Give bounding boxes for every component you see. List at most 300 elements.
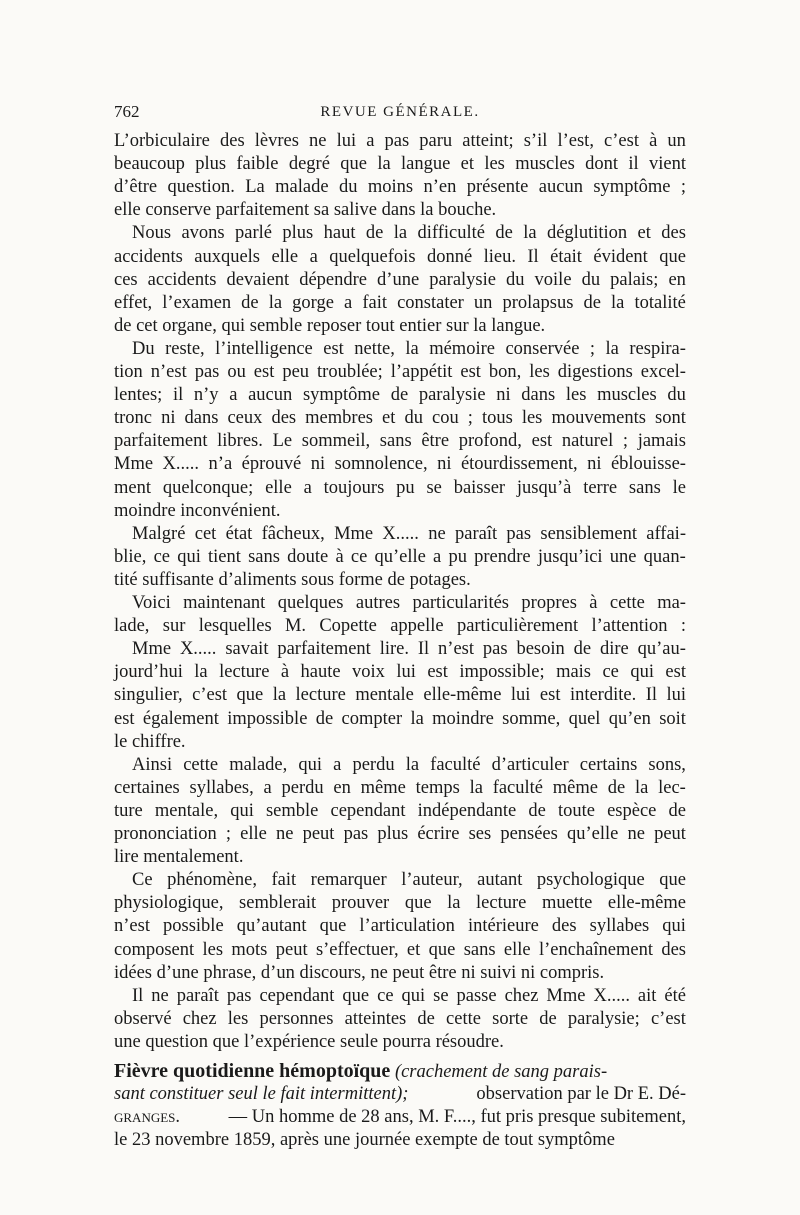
- word: présente: [466, 177, 529, 198]
- word: plus: [282, 223, 314, 244]
- word: elle-même: [607, 893, 686, 914]
- word: état: [225, 523, 253, 544]
- word: prolapsus: [502, 292, 574, 313]
- word: beaucoup: [114, 154, 185, 175]
- word: peu: [282, 362, 310, 382]
- word: de: [365, 223, 384, 244]
- word: en: [333, 777, 351, 798]
- word: phénomène,: [167, 870, 257, 891]
- word: l’examen: [162, 292, 232, 313]
- word: M.: [284, 616, 307, 637]
- word: Ce: [132, 870, 153, 891]
- journal-title: REVUE GÉNÉRALE.: [320, 104, 480, 120]
- word: paralysie: [429, 269, 496, 290]
- word: ne: [151, 985, 169, 1006]
- word: ces: [114, 269, 138, 290]
- word: qui: [177, 546, 201, 567]
- word: voile: [534, 269, 572, 290]
- word: perdu: [352, 754, 395, 775]
- word: à: [649, 131, 658, 151]
- word: X.....: [162, 454, 200, 475]
- section-subtitle-end: sant constituer seul le fait intermittent);: [114, 1084, 409, 1104]
- word: pas: [194, 362, 220, 382]
- word: tronc: [114, 408, 153, 429]
- word: l’intelligence: [215, 338, 313, 359]
- text-line: [114, 777, 686, 799]
- word: qui: [401, 985, 426, 1006]
- word: palais;: [610, 269, 659, 290]
- word: elle: [503, 939, 531, 960]
- word: des: [661, 939, 686, 960]
- word: sans: [463, 939, 496, 960]
- word: éprouvé: [241, 454, 302, 475]
- word: sorte: [492, 1008, 529, 1029]
- word: d’être: [114, 177, 158, 198]
- word: ce: [602, 662, 619, 683]
- word: ment: [114, 477, 151, 498]
- word: composent: [114, 939, 195, 960]
- text-line: [114, 708, 686, 730]
- word: est: [427, 662, 448, 683]
- text-line: le chiffre.: [114, 731, 186, 752]
- word: autant: [477, 870, 523, 891]
- word: chez: [504, 985, 539, 1006]
- word: observé: [114, 1008, 172, 1029]
- word: jusqu’à: [516, 477, 572, 498]
- word: parfaitement: [114, 431, 208, 452]
- word: est: [531, 431, 553, 452]
- text-line: [114, 985, 686, 1007]
- word: qui: [662, 916, 686, 937]
- word: donné: [426, 246, 473, 267]
- word: aucun: [248, 385, 293, 406]
- word: X.....: [382, 523, 419, 544]
- word: atteint;: [462, 131, 514, 151]
- text-line: [114, 546, 686, 568]
- word: qui: [630, 662, 654, 683]
- word: qu’au-: [637, 639, 686, 660]
- word: accidents: [114, 246, 183, 267]
- word: n’y: [193, 385, 219, 406]
- word: même: [552, 777, 598, 798]
- word: membres: [305, 408, 373, 429]
- word: lecture: [476, 893, 527, 914]
- word: ture: [114, 800, 143, 821]
- word: ;: [467, 408, 473, 429]
- word: elle: [265, 477, 292, 498]
- word: ait: [637, 985, 657, 1006]
- word: c’est: [192, 685, 228, 706]
- word: temps: [415, 777, 460, 798]
- word: se: [433, 985, 449, 1006]
- word: paru: [419, 131, 453, 151]
- word: que: [659, 246, 686, 267]
- word: ses: [468, 824, 492, 844]
- word: à: [280, 662, 290, 683]
- word: est: [253, 362, 275, 382]
- word: la: [611, 292, 625, 313]
- word: parlé: [235, 223, 272, 244]
- text-line: lire mentalement.: [114, 847, 244, 868]
- word: ce: [350, 546, 368, 567]
- word: de: [573, 639, 592, 660]
- word: ni: [310, 454, 326, 475]
- word: Voici: [132, 593, 171, 613]
- text-line: [114, 361, 686, 383]
- word: singulier,: [114, 685, 183, 706]
- word: nette,: [354, 338, 395, 359]
- word: blie,: [114, 546, 147, 567]
- word: perdu: [281, 777, 324, 798]
- word: psychologique: [536, 870, 645, 891]
- section-line-4: [114, 1129, 686, 1151]
- text-line: [114, 477, 686, 499]
- word: cou: [431, 408, 459, 429]
- word: libres.: [217, 431, 263, 452]
- section-line-3-text: — Un homme de 28 ans, M. F...., fut pris presque subitement,: [228, 1107, 686, 1127]
- word: passe: [456, 985, 497, 1006]
- word: que: [319, 916, 347, 937]
- word: elle: [240, 824, 267, 844]
- word: Il: [527, 246, 539, 267]
- word: Mme: [114, 454, 154, 475]
- section-subtitle-start: (crachement de sang parais-: [394, 1062, 608, 1082]
- word: haut: [323, 223, 356, 244]
- word: mentale: [355, 685, 414, 706]
- word: de: [528, 800, 546, 821]
- word: été: [664, 985, 686, 1006]
- word: L’orbiculaire: [114, 131, 210, 151]
- word: qu’elle: [566, 824, 619, 844]
- word: Mme: [334, 523, 374, 544]
- word: il: [628, 154, 639, 175]
- word: semble: [265, 800, 319, 821]
- word: qu’autant: [236, 916, 307, 937]
- word: que: [342, 985, 370, 1006]
- word: évident: [593, 246, 648, 267]
- word: toujours: [323, 477, 385, 498]
- word: X.....: [593, 985, 630, 1006]
- word: il: [172, 385, 184, 406]
- word: lire.: [379, 639, 409, 660]
- word: syllabes,: [189, 777, 254, 798]
- word: de: [495, 223, 513, 244]
- word: sans: [628, 477, 661, 498]
- word: Nous: [132, 223, 172, 244]
- word: ni: [587, 454, 602, 475]
- word: impossible;: [459, 662, 545, 683]
- word: déglutition: [546, 223, 628, 244]
- word: les: [202, 939, 224, 960]
- word: mais: [556, 662, 592, 683]
- word: a: [433, 546, 442, 567]
- word: un: [667, 131, 686, 151]
- word: ne: [428, 523, 446, 544]
- word: se: [426, 477, 442, 498]
- word: d’une: [377, 269, 420, 290]
- text-line: [114, 222, 686, 244]
- text-line: [114, 384, 686, 406]
- word: paralysie;: [567, 1008, 640, 1029]
- word: s’effectuer,: [315, 939, 399, 960]
- word: X.....: [179, 639, 217, 660]
- word: même: [360, 777, 406, 798]
- word: Copette: [319, 616, 377, 637]
- word: ma-: [657, 593, 686, 613]
- word: cependant: [330, 800, 406, 821]
- word: l’enchaînement: [538, 939, 653, 960]
- word: pu: [396, 477, 415, 498]
- word: peut: [302, 824, 335, 844]
- word: peut: [275, 939, 308, 960]
- word: dont: [585, 154, 619, 175]
- word: symptôme: [302, 385, 381, 406]
- word: prendre: [474, 546, 531, 567]
- word: que: [428, 939, 456, 960]
- word: :: [680, 616, 686, 637]
- word: Mme: [546, 985, 586, 1006]
- word: Le: [272, 431, 293, 452]
- word: intérieure: [467, 916, 539, 937]
- word: ce: [153, 546, 170, 567]
- word: baisser: [453, 477, 506, 498]
- word: compter: [341, 708, 403, 729]
- word: l’auteur,: [401, 870, 463, 891]
- word: somnolence,: [334, 454, 428, 475]
- text-line: [114, 869, 686, 891]
- text-line: [114, 153, 686, 175]
- text-line: [114, 592, 686, 614]
- word: c’est: [650, 1008, 686, 1029]
- section-attribution: observation par le Dr E. Dé-: [476, 1084, 686, 1104]
- text-line: [114, 430, 686, 452]
- word: n’est: [150, 362, 187, 382]
- word: digestions: [557, 362, 633, 382]
- word: constater: [397, 292, 464, 313]
- word: dans: [521, 385, 556, 406]
- word: à: [335, 546, 344, 567]
- word: est: [114, 708, 135, 729]
- text-line: [114, 800, 686, 822]
- word: Mme: [132, 639, 172, 660]
- word: pas: [384, 131, 410, 151]
- word: la: [523, 223, 537, 244]
- word: espèce: [607, 800, 657, 821]
- word: du: [506, 269, 525, 290]
- word: a: [344, 292, 353, 313]
- word: mouvements: [551, 408, 646, 429]
- text-line: [114, 684, 686, 706]
- word: somme,: [502, 708, 561, 729]
- word: Ainsi: [132, 754, 173, 775]
- word: et: [406, 939, 421, 960]
- word: langue: [401, 154, 451, 175]
- word: propres: [521, 593, 577, 613]
- word: prononciation: [114, 824, 217, 844]
- word: particularités: [412, 593, 510, 613]
- word: que: [404, 893, 432, 914]
- word: des: [271, 408, 297, 429]
- word: excel-: [640, 362, 686, 382]
- text-line: idées d’une phrase, d’un discours, ne peut être ni suivi ni compris.: [114, 962, 605, 983]
- text-line: [114, 823, 686, 845]
- word: cet: [194, 523, 217, 544]
- word: elle: [271, 246, 299, 267]
- word: syllabes: [589, 916, 650, 937]
- word: a: [263, 777, 272, 798]
- text-line: [114, 1008, 686, 1030]
- word: lieu.: [483, 246, 516, 267]
- word: l’est,: [557, 131, 594, 151]
- word: de: [668, 800, 686, 821]
- word: de: [607, 777, 626, 798]
- word: les: [484, 154, 505, 175]
- word: écrire: [417, 824, 460, 844]
- word: cette: [609, 593, 645, 613]
- word: tion: [114, 362, 143, 382]
- word: voix: [352, 662, 385, 683]
- word: devaient: [226, 269, 290, 290]
- text-line: une question que l’expérience seule pourra résoudre.: [114, 1031, 504, 1052]
- word: lèvres: [254, 131, 299, 151]
- word: les: [227, 1008, 249, 1029]
- word: a: [229, 385, 238, 406]
- word: sans: [248, 546, 280, 567]
- text-line: [114, 638, 686, 660]
- word: sur: [162, 616, 186, 637]
- word: la: [393, 223, 408, 244]
- word: de: [539, 1008, 557, 1029]
- word: fâcheux,: [261, 523, 325, 544]
- word: prouver: [331, 893, 390, 914]
- word: pensées: [500, 824, 558, 844]
- word: accidents: [147, 269, 217, 290]
- word: plus: [377, 824, 409, 844]
- word: ne: [309, 131, 327, 151]
- text-line: [114, 407, 686, 429]
- text-line: [114, 892, 686, 914]
- word: a: [366, 131, 375, 151]
- word: la: [194, 662, 208, 683]
- word: pu: [448, 546, 467, 567]
- word: semblerait: [239, 893, 317, 914]
- word: des: [551, 916, 577, 937]
- word: jamais: [637, 431, 686, 452]
- word: que: [340, 154, 367, 175]
- word: physiologique,: [114, 893, 224, 914]
- word: ne: [627, 824, 645, 844]
- word: naturel: [561, 431, 614, 452]
- word: ;: [589, 338, 596, 359]
- word: dire: [599, 639, 629, 660]
- word: d’articuler: [491, 754, 569, 775]
- page-number: 762: [114, 102, 140, 121]
- word: pas: [226, 985, 252, 1006]
- word: conservée: [505, 338, 580, 359]
- word: des: [661, 223, 686, 244]
- word: lecture: [295, 685, 346, 706]
- text-line: [114, 292, 686, 314]
- word: éblouisse-: [610, 454, 686, 475]
- word: soit: [659, 708, 686, 729]
- word: fait: [362, 292, 387, 313]
- word: cependant: [259, 985, 335, 1006]
- word: lentes;: [114, 385, 163, 406]
- word: du: [581, 269, 601, 290]
- word: cette: [446, 1008, 481, 1029]
- word: muscles: [597, 385, 657, 406]
- word: des: [219, 131, 245, 151]
- word: question.: [167, 177, 235, 198]
- text-line: [114, 269, 686, 291]
- word: respira-: [629, 338, 686, 359]
- word: la: [268, 292, 283, 313]
- text-line: [114, 915, 686, 937]
- word: degré: [288, 154, 330, 175]
- word: chez: [182, 1008, 217, 1029]
- word: ;: [225, 824, 232, 844]
- word: de: [315, 708, 334, 729]
- word: a: [333, 754, 342, 775]
- word: certains: [579, 754, 638, 775]
- word: n’est: [438, 639, 475, 660]
- word: mots: [231, 939, 268, 960]
- word: et: [382, 408, 396, 429]
- word: une: [609, 546, 637, 567]
- word: totalité: [634, 292, 686, 313]
- word: le: [672, 477, 686, 498]
- word: de: [241, 292, 259, 313]
- word: qui: [298, 754, 323, 775]
- word: du: [338, 177, 358, 198]
- text-line: moindre inconvénient.: [114, 500, 281, 521]
- word: est: [665, 662, 686, 683]
- word: est: [460, 362, 481, 382]
- word: effet,: [114, 292, 153, 313]
- word: appelle: [390, 616, 444, 637]
- text-line: [114, 453, 686, 475]
- word: lecture: [219, 662, 270, 683]
- word: lade,: [114, 616, 150, 637]
- word: lec-: [658, 777, 686, 798]
- word: ;: [622, 431, 629, 452]
- word: paraît: [176, 985, 219, 1006]
- text-line: [114, 130, 686, 152]
- word: de: [417, 1008, 435, 1029]
- word: et: [460, 154, 474, 175]
- section-heading-content: [114, 1060, 607, 1082]
- word: faculté: [492, 777, 544, 798]
- word: paralysie: [418, 385, 486, 406]
- word: maintenant: [183, 593, 266, 613]
- word: lui: [666, 685, 686, 706]
- word: besoin: [516, 639, 565, 660]
- word: les: [529, 362, 550, 382]
- word: personnes: [259, 1008, 334, 1029]
- word: du: [667, 385, 686, 406]
- word: mentale,: [154, 800, 219, 821]
- word: qu’en: [608, 708, 651, 729]
- word: quelquefois: [329, 246, 416, 267]
- word: jourd’hui: [114, 662, 183, 683]
- word: est: [539, 685, 561, 706]
- word: la: [377, 154, 391, 175]
- word: à: [589, 593, 598, 613]
- text-line: [114, 523, 686, 545]
- word: de: [583, 292, 601, 313]
- word: c’est: [604, 131, 639, 151]
- word: mémoire: [429, 338, 495, 359]
